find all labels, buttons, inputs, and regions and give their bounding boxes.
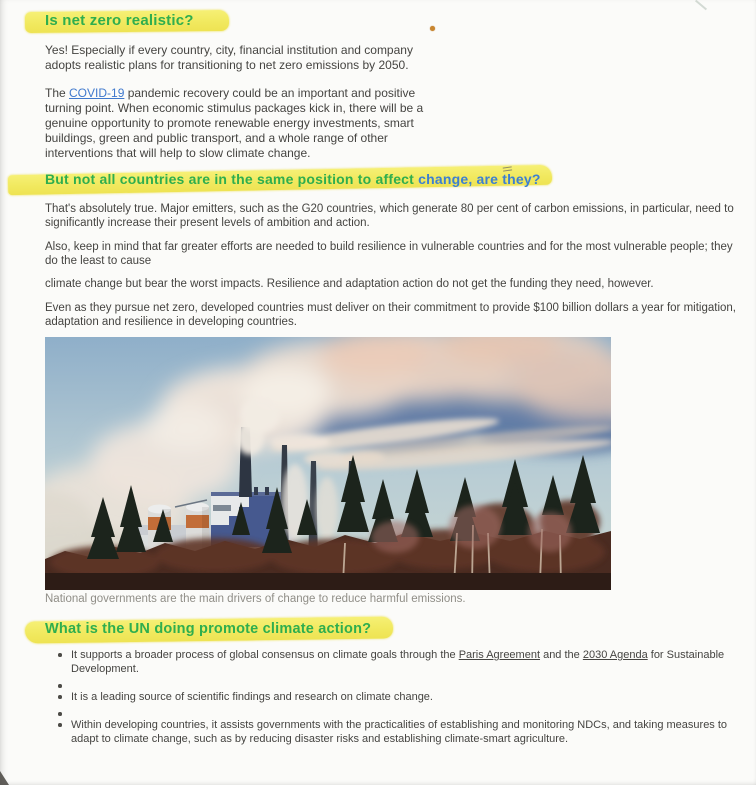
heading-2-green-part: But not all countries are in the same position to affect: [45, 171, 419, 187]
heading-1-text: Is net zero realistic?: [45, 12, 194, 29]
bullet-dot-icon: [58, 723, 71, 727]
paragraph-100-billion: Even as they pursue net zero, developed countries must deliver on their commitment to provide $100 billion dollars a year for mitigation, adaptation and resilience in developing countries.: [45, 302, 736, 328]
paragraph-yes-especially: Yes! Especially if every country, city, financial institution and company adopts realistic plans for transitioning to net zero emissions by 2050.: [45, 43, 413, 72]
un-actions-list: [58, 648, 734, 749]
bullet-dot-icon: [58, 695, 71, 699]
paris-agreement-link[interactable]: Paris Agreement: [458, 649, 541, 661]
paragraph-worst-impacts: climate change but bear the worst impacts. Resilience and adaptation action do not get the funding they need, however.: [45, 278, 654, 290]
list-item-scientific-findings: [58, 690, 734, 704]
bullet-text: for Sustainable Development.: [71, 649, 725, 675]
agenda-2030-link[interactable]: 2030 Agenda: [582, 649, 648, 661]
bullet-text: and the: [540, 649, 583, 661]
bullet-dot-icon: [58, 712, 71, 716]
heading-2-blue-part: change, are they?: [418, 171, 541, 187]
section-heading-net-zero: [25, 8, 255, 34]
pencil-scratch-mark: [695, 0, 707, 10]
bullet-text: It is a leading source of scientific findings and research on climate change.: [71, 691, 433, 703]
covid19-link[interactable]: COVID-19: [69, 86, 125, 100]
list-item-developing-countries: [58, 718, 734, 746]
page-corner-fold: [0, 771, 9, 785]
paragraph-major-emitters: That's absolutely true. Major emitters, such as the G20 countries, which generate 80 per cent of carbon emissions, in particular, need to significantly increase their present levels of ambition and action.: [45, 203, 734, 229]
section-heading-un-action: [25, 615, 445, 643]
paragraph-resilience: Also, keep in mind that far greater efforts are needed to build resilience in vulnerable countries and for the most vulnerable people; they do the least to cause: [45, 241, 733, 267]
heading-3-text: What is the UN doing promote climate action?: [45, 621, 372, 637]
bullet-text: Within developing countries, it assists governments with the practicalities of establishing and monitoring NDCs, and taking measures to adapt to climate change, such as by reducing disaster risks and establishing climate-smart agriculture.: [71, 719, 728, 745]
heading-2-text: [45, 171, 541, 187]
smokestacks-photo: [45, 337, 611, 590]
section-heading-countries: [8, 164, 568, 194]
paragraph-text: pandemic recovery could be an important and positive turning point. When economic stimulus packages kick in, there will be a genuine opportunity to promote renewable energy investments, smart buildings, green and public transport, and a whole range of other interventions that will help to slow climate change.: [45, 86, 424, 160]
bullet-dot-icon: [58, 653, 71, 657]
bullet-dot-icon: [58, 684, 71, 688]
bullet-text: It supports a broader process of global consensus on climate goals through the: [71, 649, 459, 661]
list-item-empty: [58, 707, 734, 716]
list-item-global-consensus: [58, 648, 734, 676]
orange-ink-dot: [430, 26, 435, 31]
photo-caption: National governments are the main drivers of change to reduce harmful emissions.: [45, 593, 466, 605]
list-item-empty: [58, 679, 734, 688]
paragraph-covid-recovery: [45, 86, 447, 161]
paragraph-text: The: [45, 86, 70, 100]
